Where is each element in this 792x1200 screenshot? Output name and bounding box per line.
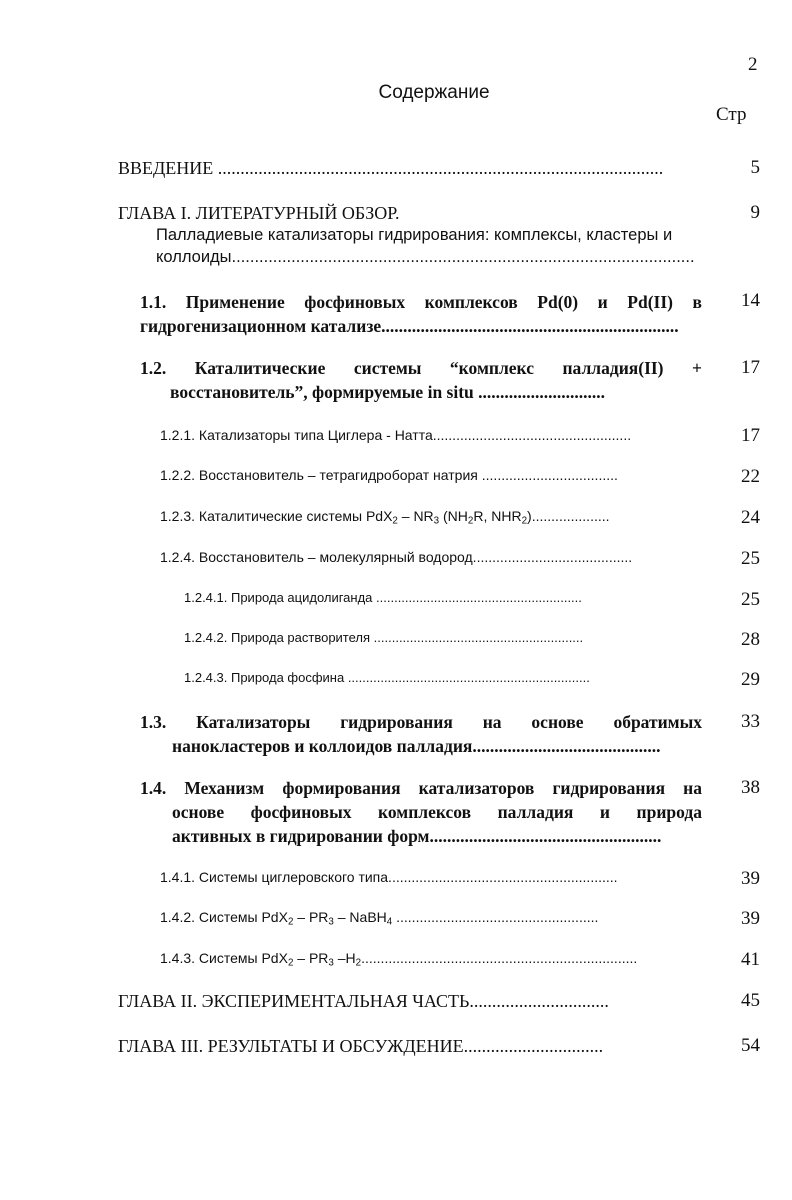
toc-entry-1-3-cont: [172, 736, 661, 757]
page-title: Содержание: [378, 82, 490, 103]
toc-entry-text: 1.1. Применение фосфиновых комплексов Pd(0) и Pd(II) в: [140, 292, 702, 312]
toc-page-number: 39: [741, 868, 760, 889]
toc-entry-text: активных в гидрировании форм.....................................................: [172, 826, 662, 846]
toc-entry-1-4-3[interactable]: 1.4.3. Системы $PdX_2 - PR_3$ $-H_2$.......................................................................: [160, 950, 638, 969]
toc-entry-1-4-2[interactable]: 1.4.2. Системы $PdX_2 - PR_3$ – NaBH$_4$ ....................................................: [160, 909, 599, 928]
toc-entry-chapter-1-subtitle: [156, 226, 672, 245]
toc-entry-text-start: 1.4.3. Системы PdX: [160, 950, 288, 966]
toc-page-number: 25: [741, 548, 760, 569]
toc-page-number: 38: [741, 777, 760, 798]
toc-page-number: 17: [741, 357, 760, 378]
toc-entry-text: ГЛАВА III. РЕЗУЛЬТАТЫ И ОБСУЖДЕНИЕ...............................: [118, 1036, 604, 1056]
toc-entry-1-4-cont2: [172, 826, 661, 847]
toc-page-number: 9: [750, 202, 760, 223]
toc-entry-1-1-cont: [140, 316, 679, 337]
toc-entry-text: 1.3. Катализаторы гидрирования на основе обратимых: [140, 712, 702, 732]
toc-page-number: 41: [741, 949, 760, 970]
toc-page-number: 5: [750, 157, 760, 178]
toc-entry-text: 1.2.4.2. Природа растворителя ..........................................................: [184, 630, 584, 645]
toc-entry-text: 1.2.4.3. Природа фосфина ...................................................................: [184, 670, 590, 685]
page-number: 2: [748, 54, 758, 75]
toc-page-number: 17: [741, 425, 760, 446]
toc-entry-1-2-2[interactable]: [160, 467, 618, 483]
toc-entry-text: 1.2. Каталитические системы “комплекс палладия(II) +: [140, 358, 702, 378]
toc-entry-1-2[interactable]: [140, 358, 702, 379]
toc-entry-1-2-4[interactable]: [160, 549, 632, 565]
toc-entry-1-4-cont: [172, 802, 702, 823]
toc-page-number: 24: [741, 507, 760, 528]
toc-entry-text: коллоиды.....................................................................................................: [156, 248, 695, 266]
toc-entry-chapter-2[interactable]: [118, 991, 609, 1012]
toc-entry-text: ГЛАВА I. ЛИТЕРАТУРНЫЙ ОБЗОР.: [118, 203, 400, 223]
toc-entry-text: гидрогенизационном катализе....................................................................: [140, 316, 679, 336]
toc-page-number: 29: [741, 669, 760, 690]
toc-entry-1-2-4-3[interactable]: [184, 670, 590, 685]
toc-entry-chapter-3[interactable]: [118, 1036, 603, 1057]
toc-entry-1-4[interactable]: [140, 778, 702, 799]
page-column-label: Стр: [716, 104, 747, 125]
toc-entry-chapter-1-subtitle-cont: [156, 248, 695, 267]
toc-page-number: 33: [741, 711, 760, 732]
toc-entry-text: ГЛАВА II. ЭКСПЕРИМЕНТАЛЬНАЯ ЧАСТЬ...............................: [118, 991, 609, 1011]
toc-entry-dots: ....................................................: [392, 909, 599, 925]
toc-entry-text-start: 1.2.3. Каталитические системы PdX: [160, 508, 393, 524]
toc-entry-text: Палладиевые катализаторы гидрирования: комплексы, кластеры и: [156, 226, 673, 244]
toc-entry-text: основе фосфиновых комплексов палладия и природа: [172, 802, 702, 822]
toc-entry-text: 1.2.2. Восстановитель – тетрагидроборат натрия ...................................: [160, 467, 618, 483]
toc-entry-1-2-4-1[interactable]: [184, 590, 582, 605]
toc-entry-1-4-1[interactable]: [160, 869, 618, 885]
toc-entry-text: 1.4.1. Системы циглеровского типа...........................................................: [160, 869, 618, 885]
toc-page-number: 45: [741, 990, 760, 1011]
toc-entry-text: нанокластеров и коллоидов палладия...........................................: [172, 736, 661, 756]
toc-entry-text: 1.2.1. Катализаторы типа Циглера - Натта...................................................: [160, 427, 632, 443]
toc-entry-1-3[interactable]: [140, 712, 702, 733]
toc-entry-text: 1.2.4. Восстановитель – молекулярный водород.........................................: [160, 549, 633, 565]
toc-page-number: 39: [741, 908, 760, 929]
toc-entry-1-2-1[interactable]: [160, 427, 631, 443]
toc-entry-dots: .......................................................................: [361, 950, 638, 966]
toc-entry-text: 1.4. Механизм формирования катализаторов гидрирования на: [140, 778, 702, 798]
toc-page-number: 25: [741, 589, 760, 610]
toc-entry-1-2-4-2[interactable]: [184, 630, 583, 645]
toc-page-number: 54: [741, 1035, 760, 1056]
toc-entry-text: восстановитель”, формируемые in situ .............................: [170, 382, 606, 402]
toc-entry-chapter-1[interactable]: [118, 203, 400, 224]
toc-entry-text: 1.2.4.1. Природа ацидолиганда .........................................................: [184, 590, 582, 605]
toc-entry-introduction[interactable]: [118, 158, 663, 179]
toc-entry-1-1[interactable]: [140, 292, 702, 313]
toc-entry-1-2-3[interactable]: 1.2.3. Каталитические системы $PdX_2 - NR_3$ ($NH_2R$, $NHR_2$)....................: [160, 508, 610, 527]
toc-page-number: 22: [741, 466, 760, 487]
toc-page-number: 28: [741, 629, 760, 650]
toc-entry-text-start: 1.4.2. Системы PdX: [160, 909, 288, 925]
toc-entry-1-2-cont: [170, 382, 605, 403]
toc-entry-dots: ....................: [531, 508, 610, 524]
toc-entry-text: ВВЕДЕНИЕ ...................................................................................................: [118, 158, 664, 178]
toc-page-number: 14: [741, 290, 760, 311]
